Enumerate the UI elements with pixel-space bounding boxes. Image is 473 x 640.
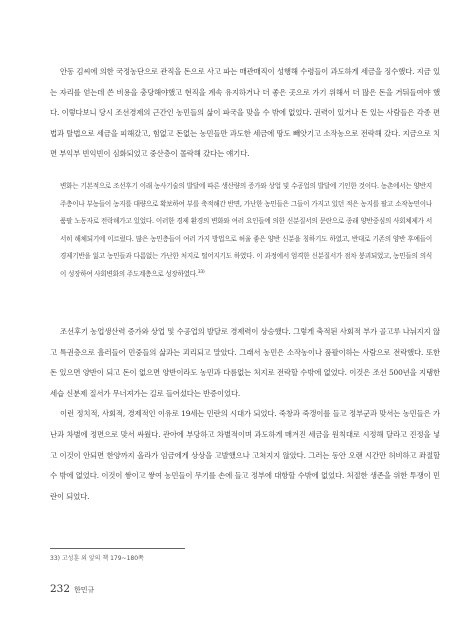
running-title: 한민규 [74,586,95,594]
page-number: 232 [50,583,71,595]
footnote-reference: 33) [197,269,205,275]
paragraph-text: 안동 김씨에 의한 국정농단으로 관직을 돈으로 사고 파는 매관매직이 성행해 수령들이 과도하게 세금을 징수했다. 지금 있는 자리를 얻는데 쓴 비용을 충당해야했고 현직을 계속 유지하거나 더 좋은 곳으로 가기 위해서 더 많은 돈을 거둬들여야 했다. 이렇다보니 당시 조선경제의 근간인 농민들의 삶이 파국을 맞을 수 밖에 없었다. 권력이 있거나 돈 있는 사람들은 각종 편법과 탈법으로 세금을 피해갔고, 힘없고 돈없는 농민들만 과도한 세금에 땅도 빼앗기고 소작농으로 전락해 갔다. 지금으로 치면 부익부 빈익빈이 심화되었고 중산층이 몰락해 갔다는 얘기다. [50,67,440,159]
footnote: 33) 고성훈 외 앞의 책 179~180쪽 [50,555,144,562]
quote-text: 변화는 기본적으로 조선후기 이래 농사기술의 발달에 따른 생산량의 증가와 상업 및 수공업의 발달에 기인한 것이다. 농촌에서는 양반지주층이나 부농들이 농지를 대량으로 확보하여 부를 축적해간 반면, 가난한 농민들은 그들이 가지고 있던 적은 농지를 팔고 소작농민이나 품팔 노동자로 전락해가고 있었다. 이러한 경제 환경의 변화와 여러 요인들에 의한 신분질서의 문란으로 종래 양반중심의 사회체제가 서서히 해체되기에 이르렀다. 많은 농민층들이 여러 가지 방법으로 허울 좋은 양반 신분을 칭하기도 하였고, 반대로 기존의 양반 후예들이 경제기반을 잃고 농민들과 다름없는 가난한 처지로 떨어지기도 하였다. 이 과정에서 엄격한 신분질서가 점차 붕괴되었고, 농민들의 의식이 성장하여 사회변화의 주도계층으로 성장하였다. [60,182,432,278]
paragraph-text: 이런 정치적, 사회적, 경제적인 이유로 19세는 민란의 시대가 되었다. 죽창과 죽갱이를 들고 정부군과 맞서는 농민들은 가난과 차별에 정면으로 맞서 싸웠다. 관아에 부당하고 차별적이며 과도하게 매겨진 세금을 원칙대로 시정해 달라고 진정을 넣고 이것이 안되면 한양까지 올라가 임금에게 상상을 고발했으나 고쳐지지 않았다. 그러는 동안 오랜 시간만 허비하고 좌절할 수 밖에 없었다. 이것이 쌓이고 쌓여 농민들이 무기를 손에 들고 정부에 대항할 수밖에 없었다. 처절한 생존을 위한 투쟁이 민란이 되었다. [50,409,440,501]
page-footer [50,583,94,595]
block-quote [60,178,432,284]
paragraph-text: 조선후기 농업생산력 증가와 상업 및 수공업의 발달로 경제력이 상승했다. 그렇게 축적된 사회적 부가 골고루 나눠지지 않고 특권층으로 흘러들어 민중들의 삶과는 괴리되고 말았다. 그래서 농민은 소작농이나 품팔이하는 사람으로 전락했다. 또한 돈 있으면 양반이 되고 돈이 없으면 양반이라도 농민과 다름없는 처지로 전락할 수밖에 없었다. 이것은 조선 500년을 지탱한 세습 신분제 질서가 무너져가는 길로 들어섰다는 반증이었다. [50,327,441,398]
footnote-divider [50,548,185,549]
body-paragraph-top [50,62,440,165]
body-paragraphs-bottom [50,322,440,507]
